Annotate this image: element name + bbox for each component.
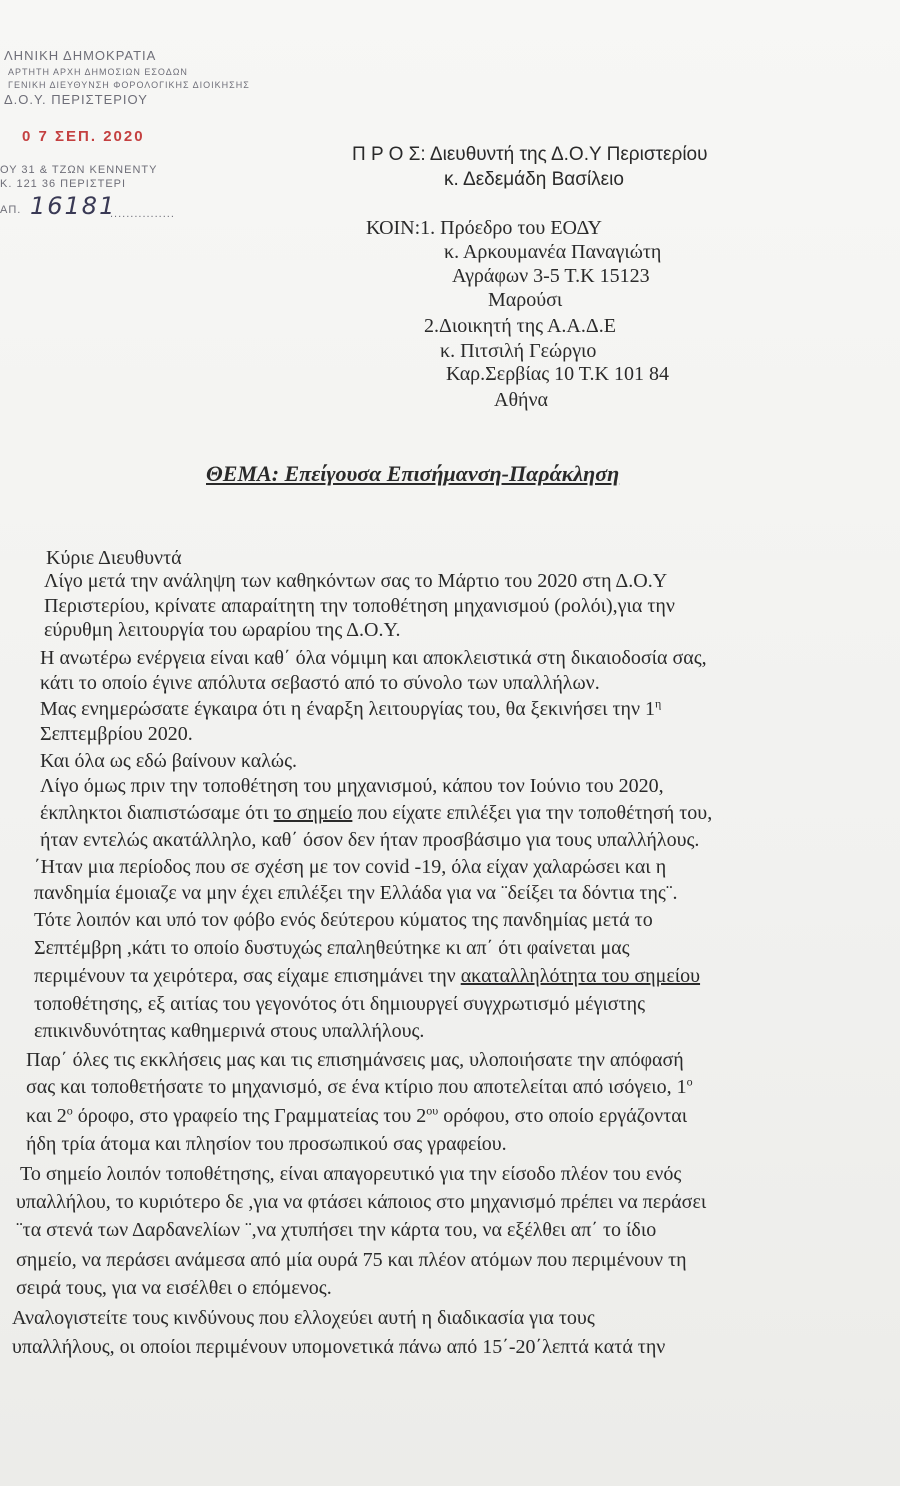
cc2-line: 2.Διοικητή της Α.Α.Δ.Ε bbox=[424, 315, 616, 337]
body-line: Παρ΄ όλες τις εκκλήσεις μας και τις επισημάνσεις μας, υλοποιήσατε την απόφασή bbox=[26, 1049, 684, 1071]
cc1-line: ΚΟΙΝ:1. Πρόεδρο του ΕΟΔΥ bbox=[366, 217, 602, 239]
body-line: υπαλλήλους, οι οποίοι περιμένουν υπομονετικά πάνω από 15΄-20΄λεπτά κατά την bbox=[12, 1336, 666, 1358]
body-line: σας και τοποθετήσατε το μηχανισμό, σε ένα κτίριο που αποτελείται από ισόγειο, $1^o$ bbox=[26, 1074, 693, 1098]
body-line: Σεπτέμβρη ,κάτι το οποίο δυστυχώς επαληθεύτηκε κι απ΄ ότι φαίνεται μας bbox=[34, 937, 630, 959]
stamp-address-2: Κ. 121 36 ΠΕΡΙΣΤΕΡΙ bbox=[0, 178, 127, 190]
stamp-line-4: Δ.Ο.Υ. ΠΕΡΙΣΤΕΡΙΟΥ bbox=[4, 92, 148, 107]
subject-title: ΘΕΜΑ: Επείγουσα Επισήμανση-Παράκληση bbox=[206, 461, 620, 486]
cc1-city: Μαρούσι bbox=[488, 289, 563, 311]
protocol-number: 16181 bbox=[30, 192, 117, 220]
stamp-line-2: ΑΡΤΗΤΗ ΑΡΧΗ ΔΗΜΟΣΙΩΝ ΕΣΟΔΩΝ bbox=[8, 67, 188, 77]
body-line: κάτι το οποίο έγινε απόλυτα σεβαστό από το σύνολο των υπαλλήλων. bbox=[40, 672, 600, 694]
body-line: Περιστερίου, κρίνατε απαραίτητη την τοποθέτηση μηχανισμού (ρολόι),για την bbox=[44, 595, 675, 617]
body-line: τοποθέτησης, εξ αιτίας του γεγονότος ότι δημιουργεί συγχρωτισμό μέγιστης bbox=[34, 993, 645, 1015]
cc2-address: Καρ.Σερβίας 10 Τ.Κ 101 84 bbox=[446, 363, 669, 385]
stamp-address-1: ΟΥ 31 & ΤΖΩΝ ΚΕΝΝΕΝΤΥ bbox=[0, 164, 158, 176]
cc2-city: Αθήνα bbox=[494, 389, 549, 411]
salutation: Κύριε Διευθυντά bbox=[46, 547, 182, 569]
body-line: σειρά τους, για να εισέλθει ο επόμενος. bbox=[16, 1277, 332, 1299]
body-line: ΄Ηταν μια περίοδος που σε σχέση με τον covid -19, όλα είχαν χαλαρώσει και η bbox=[34, 856, 667, 878]
body-line: ήταν εντελώς ακατάλληλο, καθ΄ όσον δεν ήταν προσβάσιμο για τους υπαλλήλους. bbox=[40, 829, 700, 851]
stamp-date: 0 7 ΣΕΠ. 2020 bbox=[22, 128, 145, 145]
body-line: ήδη τρία άτομα και πλησίον του προσωπικού σας γραφείου. bbox=[26, 1133, 507, 1155]
cc1-address: Αγράφων 3-5 Τ.Κ 15123 bbox=[452, 265, 650, 287]
protocol-dots: ................ bbox=[110, 208, 175, 220]
body-line: Το σημείο λοιπόν τοποθέτησης, είναι απαγορευτικό για την είσοδο πλέον του ενός bbox=[20, 1163, 682, 1185]
body-line: Λίγο όμως πριν την τοποθέτηση του μηχανισμού, κάπου τον Ιούνιο του 2020, bbox=[40, 775, 664, 797]
body-line: ¨τα στενά των Δαρδανελίων ¨,να χτυπήσει την κάρτα του, να εξέλθει απ΄ το ίδιο bbox=[16, 1219, 657, 1241]
protocol-prefix: ΑΠ. bbox=[0, 204, 22, 216]
body-line: υπαλλήλου, το κυριότερο δε ,για να φτάσει κάποιος στο μηχανισμό πρέπει να περάσει bbox=[16, 1191, 707, 1213]
body-line: Μας ενημερώσατε έγκαιρα ότι η έναρξη λειτουργίας του, θα ξεκινήσει την $1^\eta$ bbox=[40, 696, 662, 720]
body-line: Η ανωτέρω ενέργεια είναι καθ΄ όλα νόμιμη και αποκλειστικά στη δικαιοδοσία σας, bbox=[40, 647, 707, 669]
body-line: επικινδυνότητας καθημερινά στους υπαλλήλους. bbox=[34, 1020, 425, 1042]
cc1-name: κ. Αρκουμανέα Παναγιώτη bbox=[444, 241, 662, 263]
recipient-to-name: κ. Δεδεμάδη Βασίλειο bbox=[444, 169, 624, 190]
body-line: Λίγο μετά την ανάληψη των καθηκόντων σας το Μάρτιο του 2020 στη Δ.Ο.Υ bbox=[44, 570, 668, 592]
stamp-line-1: ΛΗΝΙΚΗ ΔΗΜΟΚΡΑΤΙΑ bbox=[4, 48, 157, 63]
recipient-to-line: Π Ρ Ο Σ: Διευθυντή της Δ.Ο.Υ Περιστερίου bbox=[352, 144, 708, 165]
body-line: Και όλα ως εδώ βαίνουν καλώς. bbox=[40, 750, 297, 772]
body-line: Αναλογιστείτε τους κινδύνους που ελλοχεύει αυτή η διαδικασία για τους bbox=[12, 1307, 595, 1329]
body-line: σημείο, να περάσει ανάμεσα από μία ουρά 75 και πλέον ατόμων που περιμένουν τη bbox=[16, 1249, 687, 1271]
body-line: περιμένουν τα χειρότερα, σας είχαμε επισημάνει την ακαταλληλότητα του σημείου bbox=[34, 965, 701, 987]
cc2-name: κ. Πιτσιλή Γεώργιο bbox=[440, 340, 597, 362]
body-line: και $2^o$ όροφο, στο γραφείο της Γραμματείας του $2^{o\upsilon}$ ορόφου, στο οποίο εργάζονται bbox=[26, 1103, 688, 1127]
body-line: Σεπτεμβρίου 2020. bbox=[40, 723, 193, 745]
stamp-line-3: ΓΕΝΙΚΗ ΔΙΕΥΘΥΝΣΗ ΦΟΡΟΛΟΓΙΚΗΣ ΔΙΟΙΚΗΣΗΣ bbox=[8, 80, 250, 90]
body-line: έκπληκτοι διαπιστώσαμε ότι το σημείο που είχατε επιλέξει για την τοποθέτησή του, bbox=[40, 802, 713, 824]
body-line: εύρυθμη λειτουργία του ωραρίου της Δ.Ο.Υ. bbox=[44, 619, 401, 641]
body-line: πανδημία έμοιαζε να μην έχει επιλέξει την Ελλάδα για να ¨δείξει τα δόντια της¨. bbox=[34, 882, 678, 904]
body-line: Τότε λοιπόν και υπό τον φόβο ενός δεύτερου κύματος της πανδημίας μετά το bbox=[34, 909, 653, 931]
